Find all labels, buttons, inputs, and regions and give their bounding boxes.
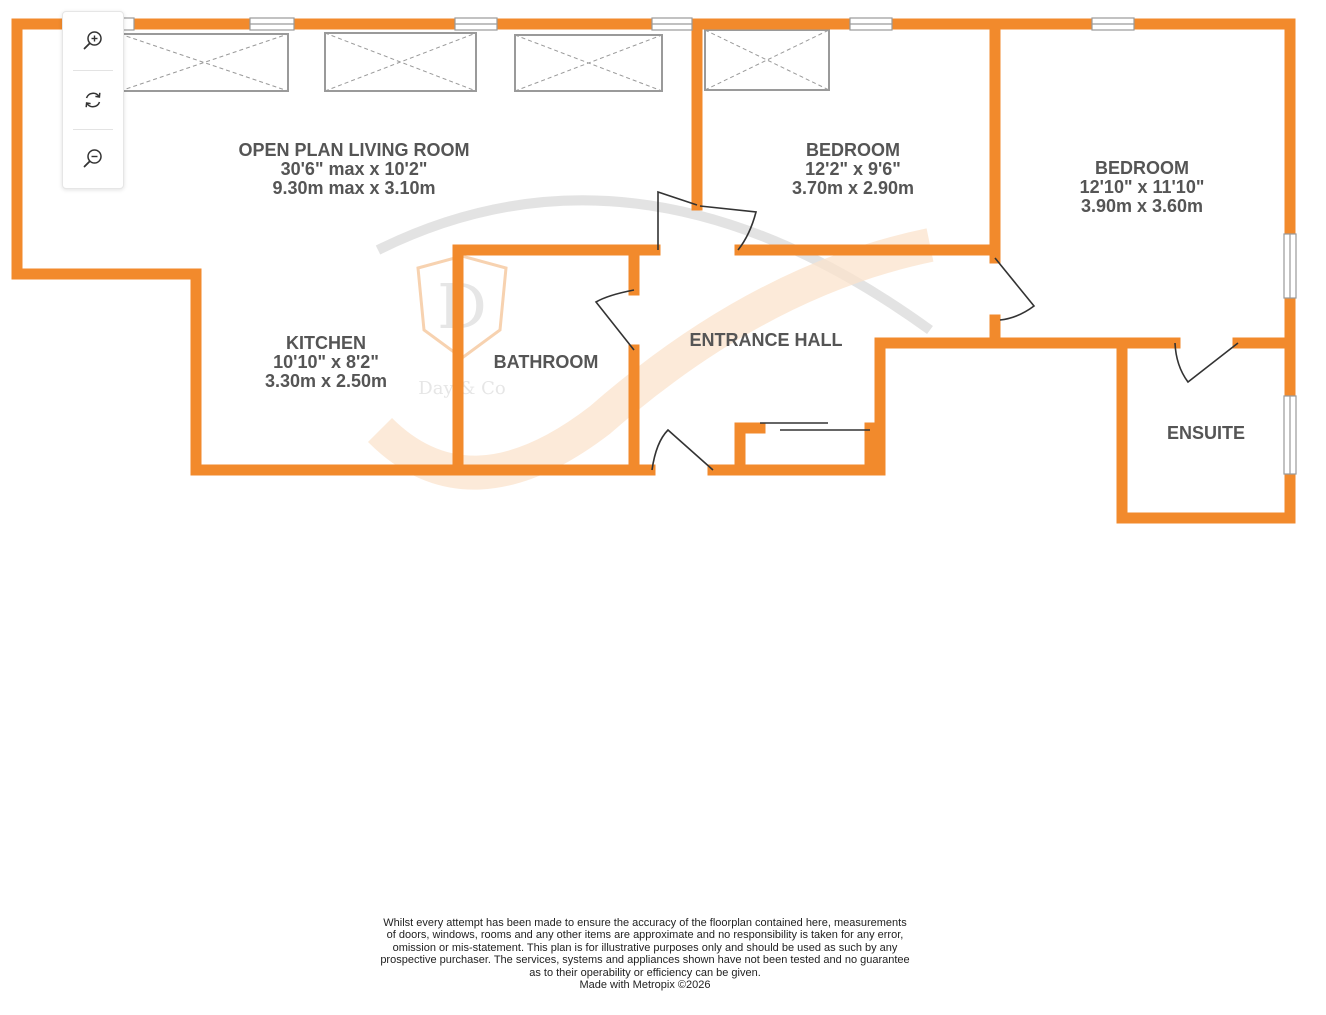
reset-zoom-button[interactable] (63, 71, 123, 129)
room-living-metric: 9.30m max x 3.10m (272, 178, 436, 198)
room-bedroom1-name: BEDROOM (806, 140, 900, 160)
disclaimer (360, 917, 930, 991)
disclaimer-line: omission or mis-statement. This plan is for illustrative purposes only and should be used as such by any (392, 941, 898, 954)
door-bedroom2 (995, 258, 1034, 320)
door-entrance (652, 430, 713, 470)
room-hall-name: ENTRANCE HALL (689, 330, 843, 350)
room-bedroom2-name: BEDROOM (1095, 158, 1189, 178)
room-label-bedroom-1 (760, 141, 946, 198)
disclaimer-line: Whilst every attempt has been made to ensure the accuracy of the floorplan contained here, measurements (383, 917, 907, 929)
room-label-bedroom-2 (1050, 159, 1234, 216)
room-ensuite-name: ENSUITE (1166, 423, 1245, 443)
room-label-entrance-hall (676, 331, 856, 350)
zoom-in-button[interactable] (63, 12, 123, 70)
room-label-living (214, 141, 494, 198)
room-kitchen-name: KITCHEN (286, 333, 366, 353)
door-bathroom (596, 290, 634, 350)
room-bedroom2-imperial: 12'10" x 11'10" (1079, 177, 1205, 197)
room-kitchen-metric: 3.30m x 2.50m (264, 371, 388, 391)
room-label-kitchen (236, 334, 416, 391)
walls (17, 24, 1290, 518)
disclaimer-line: of doors, windows, rooms and any other items are approximate and no responsibility is taken for any error, (386, 929, 904, 942)
kitchen-units (120, 30, 829, 91)
door-ensuite (1175, 343, 1238, 382)
room-bedroom1-imperial: 12'2" x 9'6" (805, 159, 901, 179)
magnifier-plus-icon (82, 30, 104, 52)
room-kitchen-imperial: 10'10" x 8'2" (273, 352, 379, 372)
disclaimer-line: prospective purchaser. The services, systems and appliances shown have not been tested and no guarantee (380, 954, 910, 967)
refresh-icon (82, 89, 104, 111)
room-bedroom1-metric: 3.70m x 2.90m (791, 178, 915, 198)
zoom-controls (62, 11, 124, 189)
watermark-brand: Day & Co (418, 378, 506, 399)
magnifier-minus-icon (82, 148, 104, 170)
door-living (658, 192, 697, 250)
room-living-imperial: 30'6" max x 10'2" (280, 159, 428, 179)
zoom-out-button[interactable] (63, 130, 123, 188)
room-bathroom-name: BATHROOM (493, 352, 599, 372)
room-label-ensuite (1150, 424, 1262, 443)
watermark-monogram: D (437, 270, 487, 343)
disclaimer-line: as to their operability or efficiency can be given. (529, 966, 761, 979)
room-living-name: OPEN PLAN LIVING ROOM (238, 140, 470, 160)
room-bedroom2-metric: 3.90m x 3.60m (1080, 196, 1204, 216)
disclaimer-credit: Made with Metropix ©2026 (579, 979, 711, 992)
room-label-bathroom (476, 353, 616, 372)
